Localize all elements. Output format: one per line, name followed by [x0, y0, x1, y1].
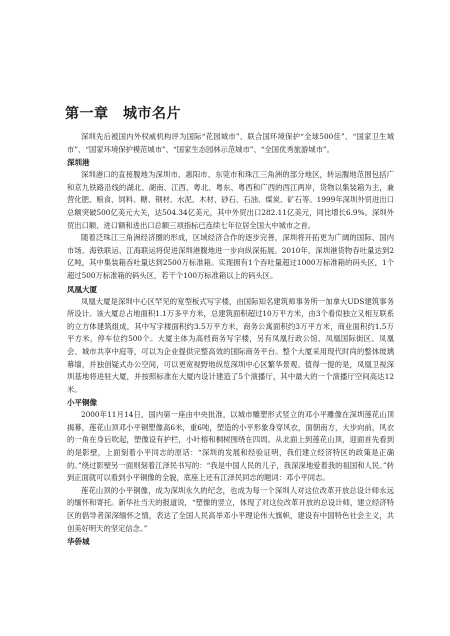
- statue-paragraph-1: 2000年11月14日，国内第一座由中央批准，以城市雕塑形式竖立的邓小平雕像在深圳莲花山顶揭幕，莲花山顶邓小平铜塑像高6米，重6吨，塑造的小平形象身穿风衣，面朝南方，大步向前，风衣的一角在身后吹起，塑像设有护栏，小叶榕和桐树围绕在四周。从北面上到莲花山顶，迎面首先看到的是影壁，上面刻着小平同志的原话：“深圳的发展和经验证明，我们建立经济特区的政策是正确的。”绕过影壁另一面则刻着江泽民书写的：“我是中国人民的儿子，我深深地爱着我的祖国和人民。”转到正面就可以看到小平铜像的全貌，底座上还有江泽民同志的题词：邓小平同志。: [67, 410, 394, 483]
- chapter-title: 第一章 城市名片: [65, 106, 181, 122]
- statue-paragraph-2: 莲花山顶的小平铜像，成为深圳永久的纪念，也成为每一个深圳人对这位改革开放总设计师永远的缅怀和寄托。新华社当天的报道说，“塑像的竖立，体现了对这位改革开放的总设计师，建立经济特区的倡导者深深缅怀之情，表达了全国人民高举邓小平理论伟大旗帜，建设有中国特色社会主义，共创美好明天的坚定信念。”: [67, 485, 394, 533]
- intro-paragraph: 深圳先后被国内外权威机构评为国际“花园城市”、联合国环境保护“全球500佳”、“国家卫生城市”、“国家环境保护模范城市”、“国家生态园林示范城市”、“全国优秀旅游城市”。: [67, 132, 394, 154]
- section-heading-oct: 华侨城: [67, 537, 90, 547]
- section-heading-port: 深圳港: [67, 158, 90, 168]
- phoenix-tower-paragraph: 凤凰大厦是深圳中心区罕见的宽型板式写字楼，由国际知名建筑师事务所一加拿大UDS建筑事务所设计。该大厦总占地面积1.1万多平方米，总建筑面积超过10万平方米，由3个看似独立又相互联系的立方体建筑组成，其中写字楼面积约3.5万平方米，商务公寓面积约3万平方米，商业面积约1.5万平方米，停车位约500个。大厦主体为高档商务写字楼，另有凤凰行政公馆、凤凰国际街区、凤凰会、城市共享中庭等，可以为企业提供完整高效的国际商务平台。整个大厦采用现代时尚的整体玻璃幕墙，并独创疑式办公空间，可以更宽视野地纵览深圳中心区繁华景观。值得一提的是，凤凰卫视深圳基地将进驻大厦，并按照标准在大厦内设计建造了5个演播厅，其中最大的一个演播厅空间高达12米。: [67, 296, 394, 394]
- section-heading-phoenix-tower: 凤凰大厦: [67, 284, 97, 294]
- port-paragraph-2: 随着泛珠江三角洲经济圈的形成，区域经济合作的逐步完善，深圳将开拓更为广阔的国际、国内市场。海铁联运、江海联运将促进深圳港腹地进一步向纵深拓展。2010年，深圳港货物吞吐量达到2亿吨，其中集装箱吞吐量达到2500万标准箱。实现拥有1个吞吐量超过1000万标准箱的码头区，1个超过500万标准箱的码头区，若干个100万标准箱以上的码头区。: [67, 233, 394, 280]
- section-heading-xiaoping-statue: 小平铜像: [67, 398, 97, 408]
- port-paragraph-1: 深圳港口的直接腹地为深圳市、惠阳市、东莞市和珠江三角洲的部分地区，转运腹地范围包括广和京九铁路沿线的湖北、湖南、江西、粤北、粤东、粤西和广西的西江两岸，货物以集装箱为主，兼营化肥、粮食、饲料、糖、钢材、水泥、木材、砂石、石油、煤炭、矿石等。1999年深圳外贸进出口总额突破500亿美元大关，达504.34亿美元，其中外贸出口282.11亿美元，同比增长6.9%。深圳外贸出口额、进口额和进出口总额三项指标已连续七年位居全国大中城市之首。: [67, 170, 394, 230]
